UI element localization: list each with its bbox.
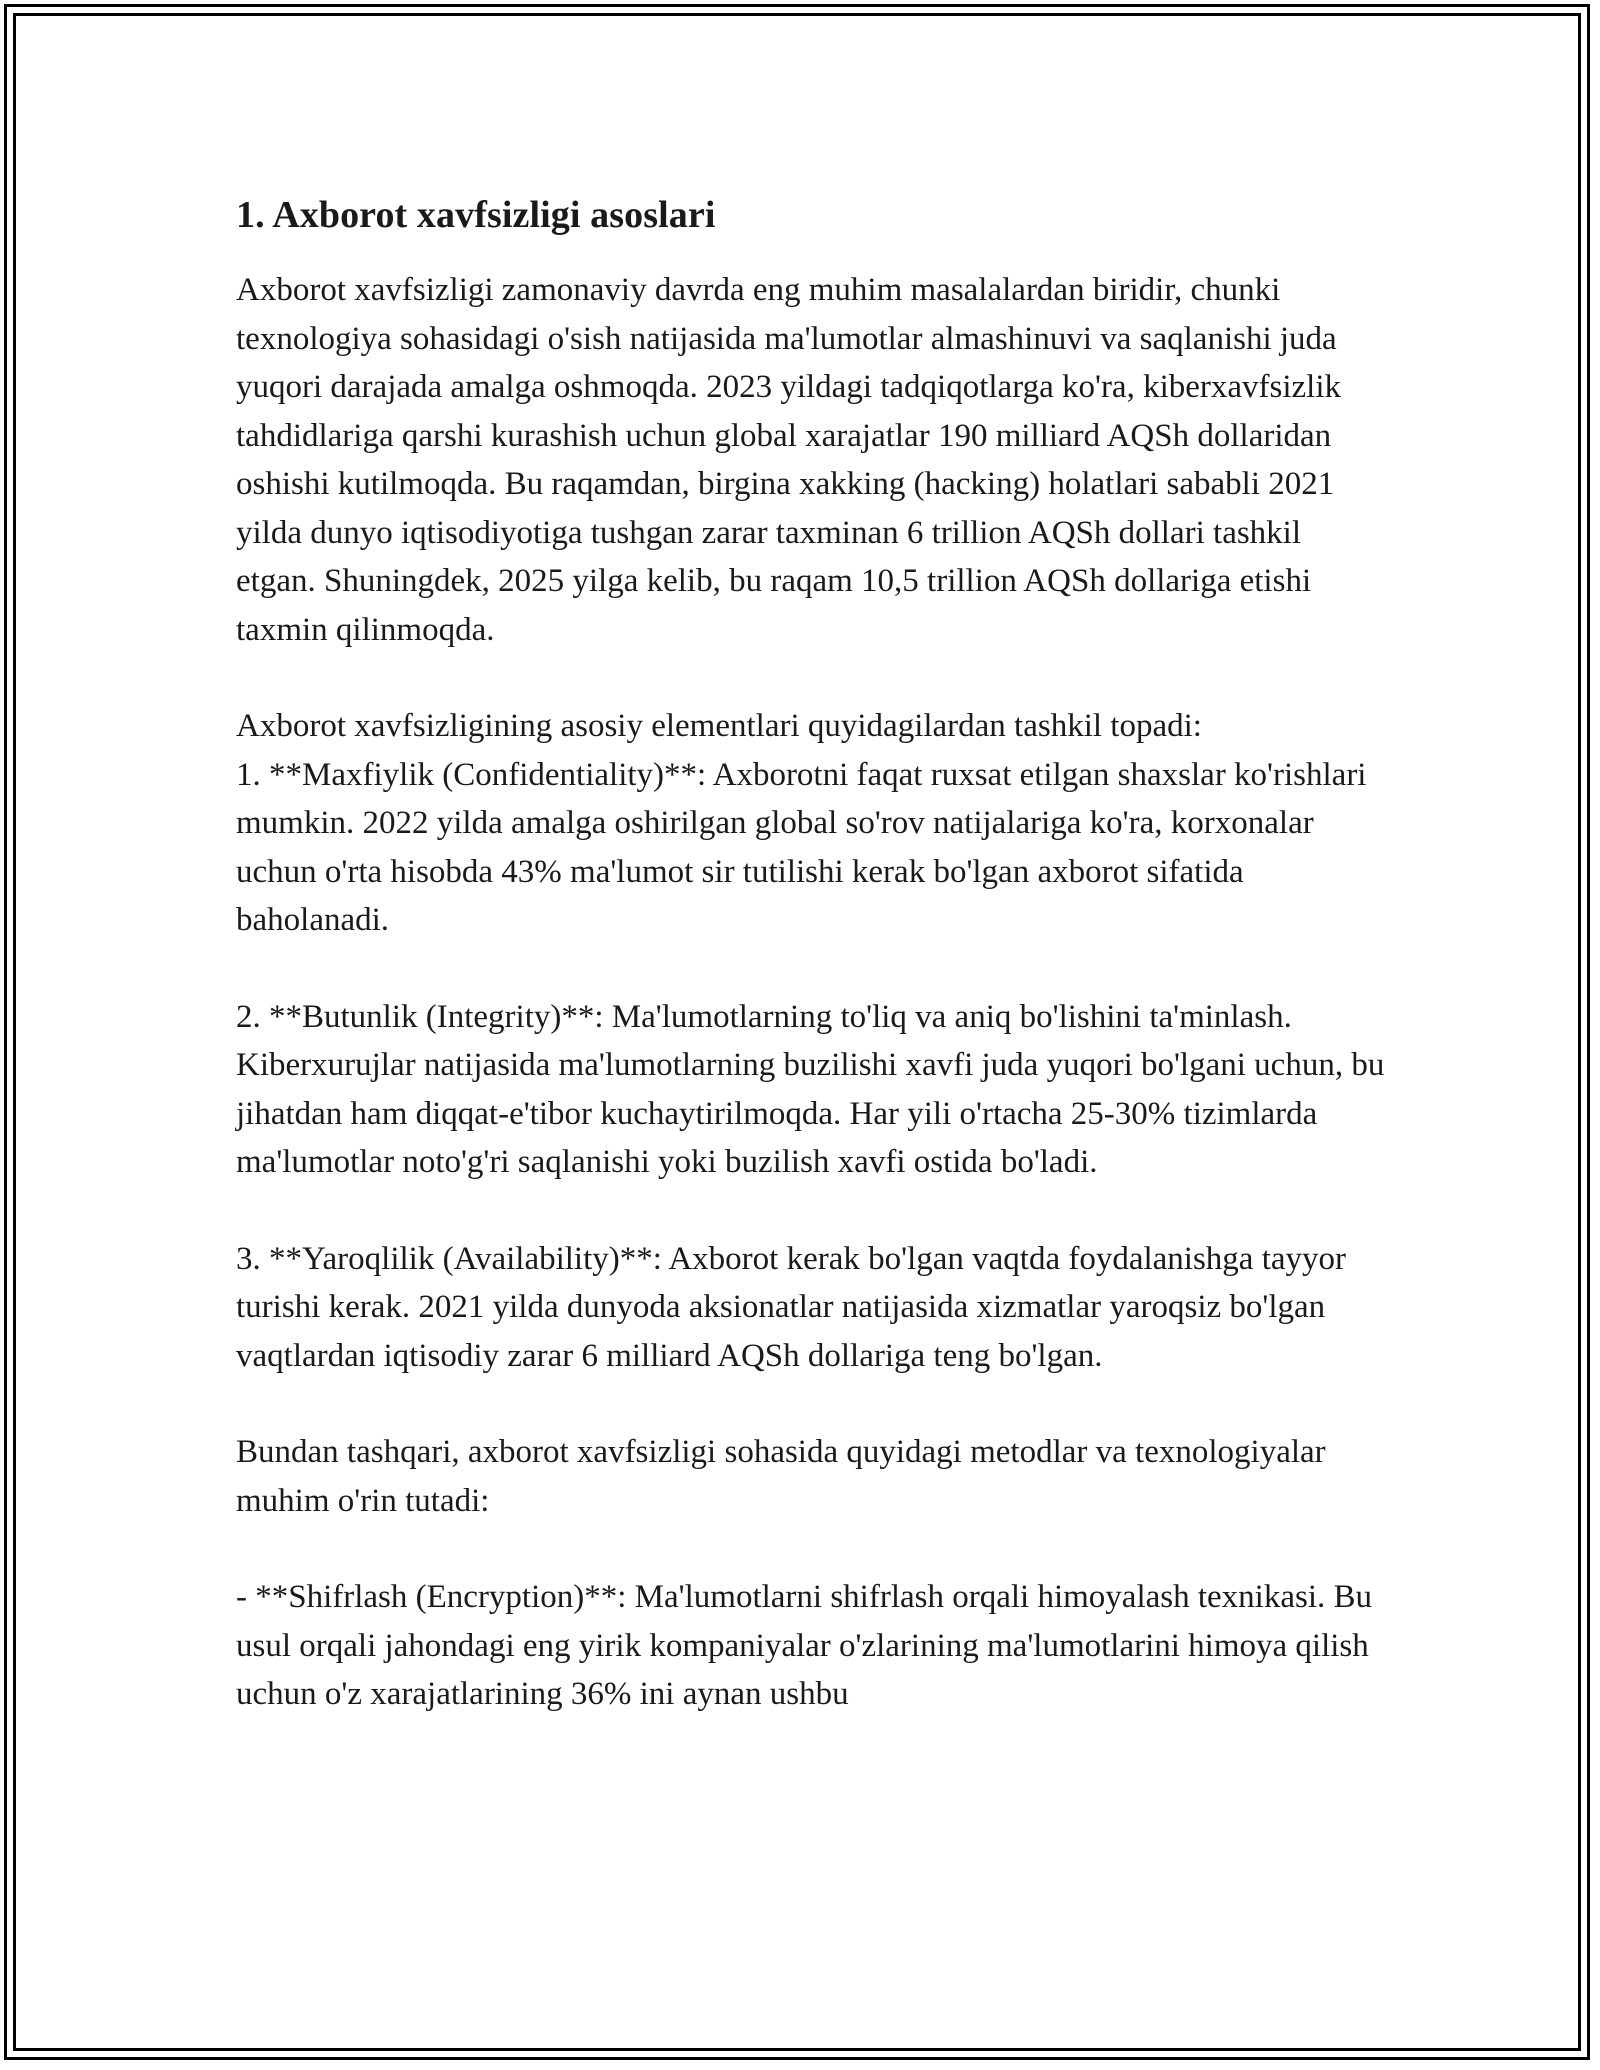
paragraph-elements-intro: Axborot xavfsizligining asosiy elementlari quyidagilardan tashkil topadi: <box>236 708 1202 744</box>
paragraph-encryption: - **Shifrlash (Encryption)**: Ma'lumotlarni shifrlash orqali himoyalash texnikasi. Bu usul orqali jahondagi eng yirik kompaniyalar o'zlarining ma'lumotlarini himoya qilish uchun o'z xarajatlarining 36% ini aynan ushbu <box>236 1579 1373 1712</box>
paragraph-intro: Axborot xavfsizligi zamonaviy davrda eng muhim masalalardan biridir, chunki texnologiya sohasidagi o'sish natijasida ma'lumotlar almashinuvi va saqlanishi juda yuqori darajada amalga oshmoqda. 2023 yildagi tadqiqotlarga ko'ra, kiberxavfsizlik tahdidlariga qarshi kurashish uchun global xarajatlar 190 milliard AQSh dollaridan oshishi kutilmoqda. Bu raqamdan, birgina xakking (hacking) holatlari sababli 2021 yilda dunyo iqtisodiyotiga tushgan zarar taxminan 6 trillion AQSh dollari tashkil etgan. Shuningdek, 2025 yilga kelib, bu raqam 10,5 trillion AQSh dollariga etishi taxmin qilinmoqda. <box>236 272 1342 648</box>
paragraph-methods-intro: Bundan tashqari, axborot xavfsizligi sohasida quyidagi metodlar va texnologiyalar muhim o'rin tutadi: <box>236 1434 1326 1519</box>
paragraph-confidentiality: 1. **Maxfiylik (Confidentiality)**: Axborotni faqat ruxsat etilgan shaxslar ko'rishlari mumkin. 2022 yilda amalga oshirilgan global so'rov natijalariga ko'ra, korxonalar uchun o'rta hisobda 43% ma'lumot sir tutilishi kerak bo'lgan axborot sifatida baholanadi. <box>236 756 1367 938</box>
document-page <box>236 186 1386 1719</box>
paragraph-availability: 3. **Yaroqlilik (Availability)**: Axborot kerak bo'lgan vaqtda foydalanishga tayyor turishi kerak. 2021 yilda dunyoda aksionatlar natijasida xizmatlar yaroqsiz bo'lgan vaqtlardan iqtisodiy zarar 6 milliard AQSh dollariga teng bo'lgan. <box>236 1240 1347 1374</box>
paragraph-integrity: 2. **Butunlik (Integrity)**: Ma'lumotlarning to'liq va aniq bo'lishini ta'minlash. Kiberxurujlar natijasida ma'lumotlarning buzilishi xavfi juda yuqori bo'lgani uchun, bu jihatdan ham diqqat-e'tibor kuchaytirilmoqda. Har yili o'rtacha 25-30% tizimlarda ma'lumotlar noto'g'ri saqlanishi yoki buzilish xavfi ostida bo'ladi. <box>236 998 1385 1180</box>
section-heading: 1. Axborot xavfsizligi asoslari <box>236 194 716 236</box>
